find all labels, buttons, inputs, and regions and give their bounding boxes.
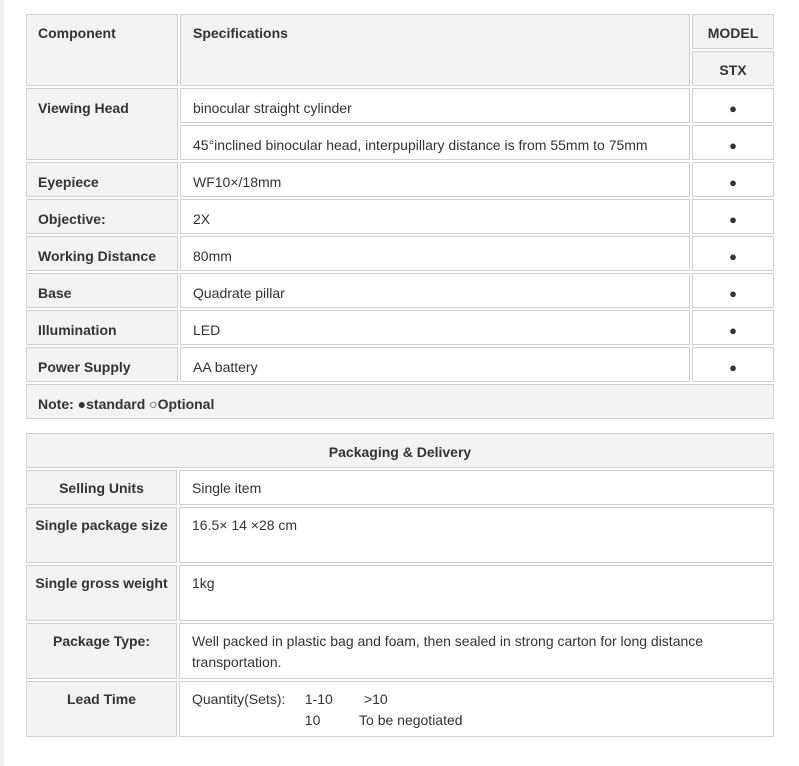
table-row: [26, 347, 774, 382]
row-component: Power Supply: [26, 347, 178, 382]
standard-dot-icon: ●: [692, 88, 774, 123]
packaging-label: Single gross weight: [26, 565, 177, 621]
packaging-label: Lead Time: [26, 681, 177, 737]
header-component: Component: [26, 14, 178, 86]
packaging-label: Package Type:: [26, 623, 177, 679]
row-specification: 80mm: [180, 236, 690, 271]
table-row: [26, 273, 774, 308]
row-component: Eyepiece: [26, 162, 178, 197]
lead-time-quantity-line: Quantity(Sets): 1-10 >10: [192, 691, 388, 707]
lead-time-value: [179, 681, 774, 737]
row-specification: LED: [180, 310, 690, 345]
packaging-table: [24, 431, 776, 739]
packaging-value: Well packed in plastic bag and foam, then sealed in strong carton for long distance transportation.: [179, 623, 774, 679]
standard-dot-icon: ●: [692, 236, 774, 271]
row-component: Base: [26, 273, 178, 308]
standard-dot-icon: ●: [692, 199, 774, 234]
left-edge-bar: [0, 0, 4, 766]
table-row: [26, 470, 774, 505]
row-specification: 45°inclined binocular head, interpupillary distance is from 55mm to 75mm: [180, 125, 690, 160]
row-specification: binocular straight cylinder: [180, 88, 690, 123]
table-row: [26, 310, 774, 345]
standard-dot-icon: ●: [692, 347, 774, 382]
table-row: [26, 88, 774, 123]
header-specifications: Specifications: [180, 14, 690, 86]
specification-table: [24, 12, 776, 421]
packaging-value: 16.5× 14 ×28 cm: [179, 507, 774, 563]
lead-time-days-line: 10 To be negotiated: [192, 712, 463, 728]
row-component: Viewing Head: [26, 88, 178, 160]
table-row: [26, 236, 774, 271]
table-row: [26, 565, 774, 621]
row-component: Working Distance: [26, 236, 178, 271]
header-model: MODEL: [692, 14, 774, 49]
standard-dot-icon: ●: [692, 310, 774, 345]
row-component: Objective:: [26, 199, 178, 234]
standard-dot-icon: ●: [692, 125, 774, 160]
table-row: [26, 507, 774, 563]
row-specification: 2X: [180, 199, 690, 234]
packaging-value: 1kg: [179, 565, 774, 621]
row-specification: Quadrate pillar: [180, 273, 690, 308]
packaging-value: Single item: [179, 470, 774, 505]
packaging-label: Single package size: [26, 507, 177, 563]
table-row: [26, 162, 774, 197]
header-model-name: STX: [692, 51, 774, 86]
standard-dot-icon: ●: [692, 273, 774, 308]
row-specification: WF10×/18mm: [180, 162, 690, 197]
packaging-label: Selling Units: [26, 470, 177, 505]
legend-note: Note: ●standard ○Optional: [26, 384, 774, 419]
row-component: Illumination: [26, 310, 178, 345]
packaging-title: Packaging & Delivery: [26, 433, 774, 468]
table-row: [26, 623, 774, 679]
row-specification: AA battery: [180, 347, 690, 382]
standard-dot-icon: ●: [692, 162, 774, 197]
table-row: [26, 199, 774, 234]
table-row: [26, 681, 774, 737]
